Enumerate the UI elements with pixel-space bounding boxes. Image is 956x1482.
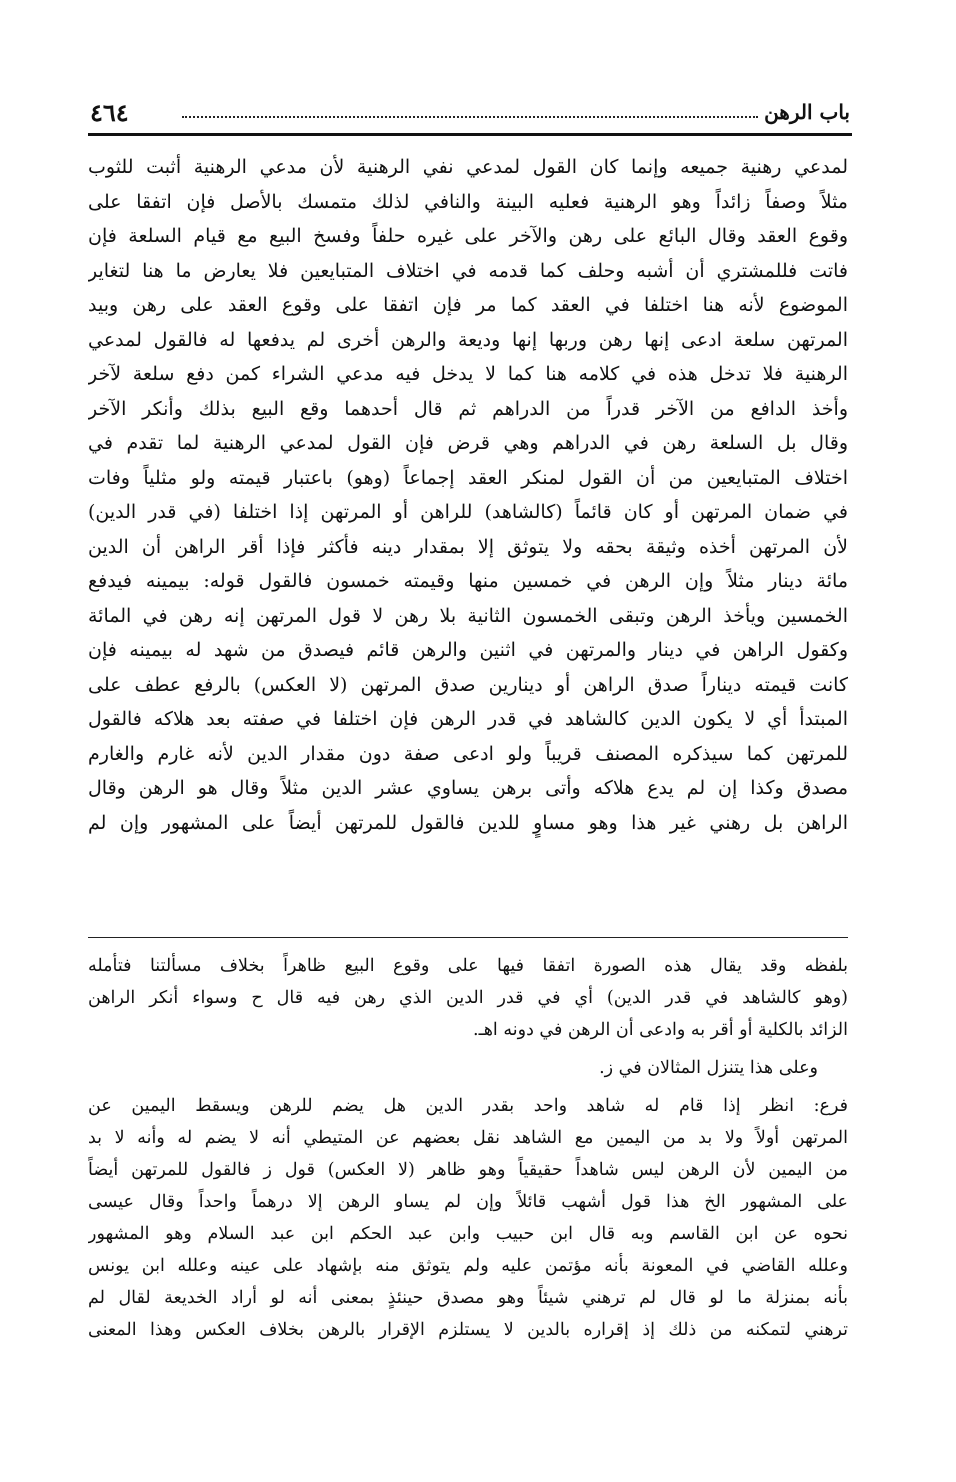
footnote-line: بأنه بمنزلة ما لو قال لم ترهني شيئاً وهو مصدق حينئذٍ بمعنى أنه لو أراد الخديعة لقال لم	[88, 1288, 848, 1308]
main-line: المبتدأ أي لا يكون الدين كالشاهد في قدر الرهن فإن اختلفا في صفته بعد هلاكه فالقول	[88, 708, 848, 730]
main-line: الراهن بل رهني غير هذا وهو مساوٍ للدين فالقول للمرتهن أيضاً على المشهور وإن لم	[88, 811, 848, 834]
main-line: الرهنية فلا تدخل هذه في كلامه هنا كما لا يدخل فيه مدعي الشراء كمن دفع سلعة لآخر	[88, 363, 848, 385]
footnote-line: على المشهور الخ هذا قول أشهب قائلاً وإن لم يساو الرهن إلا درهماً واحداً وقال عيسى	[88, 1192, 848, 1212]
main-line: الخمسين ويأخذ الرهن وتبقى الخمسون الثانية بلا رهن لا قول المرتهن إنه رهن في المائة	[88, 604, 848, 627]
main-line: اختلاف المتبايعين من أن القول لمنكر العقد إجماعاً (وهو) باعتبار قيمته ولو مثلياً وفات	[88, 466, 848, 489]
footnote-line: (وهو كالشاهد في قدر الدين) أي في قدر الدين الذي رهن فيه قال ح وسواء أنكر الراهن	[88, 988, 848, 1008]
footnote-line: المرتهن أولاً ولا بد من اليمين مع الشاهد نقل بعضهم عن المتيطي أنه لا يضم له وأنه لا بد	[88, 1128, 848, 1148]
main-line: لأن المرتهن أخذه وثيقة بحقه ولا يتوثق إلا بمقدار دينه فأكثر فإذا أقر الراهن أن الدين	[88, 535, 848, 558]
main-line: وقوع العقد وقال البائع على رهن والآخر على غيره حلفاً وفسخ البيع مع قيام السلعة فإن	[88, 225, 848, 247]
main-line: كانت قيمته ديناراً صدق الراهن أو دينارين صدق المرتهن (لا العكس) بالرفع عطف على	[88, 673, 848, 696]
running-header	[90, 100, 850, 128]
footnote-line: الزائد بالكلية أو أقر به وادعى أن الرهن في دونه اهـ.	[473, 1020, 848, 1040]
main-line: مائة دينار مثلاً وإن الرهن في خمسين منها وقيمته خمسون فالقول قوله: بيمينه فيدفع	[88, 570, 848, 592]
chapter-title: باب الرهن	[764, 100, 850, 124]
footnote-paragraph	[88, 1090, 848, 1346]
main-line: وأخذ الدافع من الآخر قدراً من الدراهم ثم قال أحدهما وقع البيع بذلك وأنكر الآخر	[88, 397, 848, 420]
footnote-paragraph	[88, 1052, 848, 1084]
footnote-line: وعلى هذا يتنزل المثالان في ز.	[599, 1058, 818, 1078]
page-number: ٤٦٤	[90, 98, 129, 127]
footnote-line: وعلله القاضي في المعونة بأنه مؤتمن عليه ولم يتوثق منه بإشهاد على عينه وعلله ابن يونس	[88, 1256, 848, 1276]
main-line: مثلاً وصفاً زائداً وهو الرهنية فعليه البينة والنافي لذلك متمسك بالأصل فإن اتفقا على	[88, 190, 848, 213]
main-line: مصدق وكذا إن لم يدع هلاكه وأتى برهن يساوي عشر الدين مثلاً وقال هو الرهن وقال	[88, 777, 848, 799]
main-line: في ضمان المرتهن أو كان قائماً (كالشاهد) للراهن أو المرتهن إذا اختلفا (في قدر الدين)	[88, 501, 848, 523]
footnote-line: نحوه عن ابن القاسم وبه قال ابن حبيب وابن عبد الحكم ابن عبد السلام وهو المشهور	[88, 1224, 848, 1244]
header-rule	[88, 133, 852, 136]
main-line: وقال بل السلعة رهن في الدراهم وهي قرض فإن القول لمدعي الرهنية لما تقدم في	[88, 432, 848, 454]
main-line: المرتهن سلعة ادعى إنها رهن وربها إنها وديعة والرهن أخرى لم يدفعها له فالقول لمدعي	[88, 328, 848, 351]
footnote-line: ترهني لتمكنه من ذلك إذ إقراره بالدين لا يستلزم الإقرار بالرهن بخلاف العكس وهذا المعنى	[88, 1320, 848, 1340]
footnote-line: بلفظه وقد يقال هذه الصورة اتفقا فيها على وقوع البيع ظاهراً بخلاف مسألتنا فتأمله	[88, 956, 848, 976]
footnote-line: فرع: انظر إذا قام له شاهد واحد بقدر الدين هل يضم للرهن ويسقط اليمين عن	[88, 1096, 848, 1116]
footnote-paragraph	[88, 950, 848, 1046]
header-dotted-leader	[182, 116, 758, 118]
main-line: لمدعي رهنية جميعه وإنما كان القول لمدعي نفي الرهنية لأن مدعي الرهنية أثبت للثوب	[88, 156, 848, 178]
main-line: فاتت فللمشتري أن أشبه وحلف كما قدمه في اختلاف المتبايعين فلا يعارض ما هنا لتغاير	[88, 259, 848, 282]
footnotes	[88, 950, 848, 1352]
main-line: للمرتهن كما سيذكره المصنف قريباً ولو ادعى صفة دون مقدار الدين لأنه غارم والغارم	[88, 742, 848, 765]
main-text	[88, 150, 848, 840]
footnote-line: من اليمين لأن الرهن ليس شاهداً حقيقياً وهو ظاهر (لا العكس) قول ز فالقول للمرتهن أيضاً	[88, 1160, 848, 1180]
main-line: وكقول الراهن في دينار والمرتهن في اثنين والرهن قائم فيصدق من شهد له بيمينه فإن	[88, 639, 848, 661]
footnote-separator	[88, 937, 848, 938]
main-line: الموضوع لأنه هنا اختلفا في العقد كما مر فإن اتفقا على وقوع العقد على رهن وبيد	[88, 294, 848, 316]
